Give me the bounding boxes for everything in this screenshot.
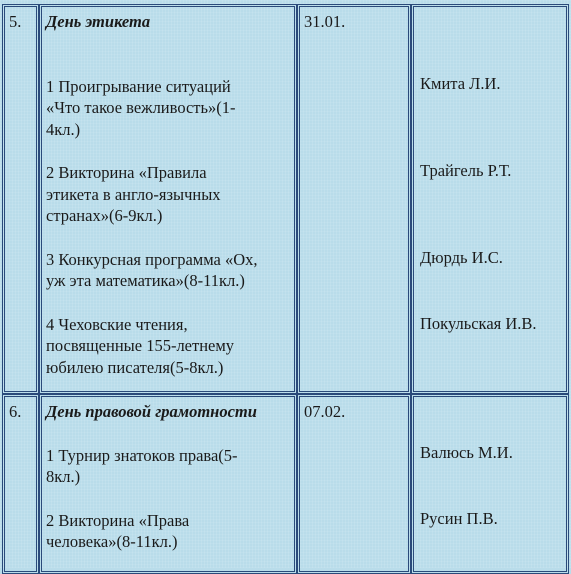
date-cell bbox=[297, 394, 411, 574]
responsible-person: Дюрдь И.С. bbox=[420, 248, 503, 267]
event-line: 2 Викторина «Правила bbox=[46, 163, 207, 182]
event-item bbox=[46, 76, 290, 141]
row-number-cell bbox=[2, 394, 39, 574]
row-number: 5. bbox=[9, 12, 22, 31]
event-line: «Что такое вежливость»(1- bbox=[46, 98, 236, 117]
event-item bbox=[46, 510, 290, 553]
event-line: 1 Проигрывание ситуаций bbox=[46, 76, 231, 96]
event-title: День правовой грамотности bbox=[46, 402, 257, 421]
responsible-person: Валюсь М.И. bbox=[420, 443, 513, 462]
event-date: 31.01. bbox=[304, 12, 346, 31]
event-item bbox=[46, 249, 290, 292]
date-cell bbox=[297, 4, 411, 394]
event-item bbox=[46, 445, 290, 488]
event-line: юбилею писателя(5-8кл.) bbox=[46, 357, 224, 377]
responsible-cell bbox=[411, 394, 569, 574]
event-title: День этикета bbox=[46, 12, 151, 31]
event-line: 8кл.) bbox=[46, 467, 81, 486]
responsible-person: Кмита Л.И. bbox=[420, 74, 501, 93]
event-line: 4 Чеховские чтения, bbox=[46, 314, 188, 334]
event-line: 1 Турнир знатоков права(5- bbox=[46, 445, 238, 465]
event-line: странах»(6-9кл.) bbox=[46, 206, 163, 225]
responsible-person: Русин П.В. bbox=[420, 509, 498, 528]
event-line: 4кл.) bbox=[46, 119, 81, 139]
event-line: 2 Викторина «Права bbox=[46, 510, 190, 530]
responsible-person: Трайгель Р.Т. bbox=[420, 161, 512, 180]
event-item bbox=[46, 162, 290, 227]
event-line: уж эта математика»(8-11кл.) bbox=[46, 271, 245, 290]
event-date: 07.02. bbox=[304, 402, 346, 421]
event-cell bbox=[39, 4, 297, 394]
row-number: 6. bbox=[9, 402, 22, 421]
responsible-cell bbox=[411, 4, 569, 394]
event-cell bbox=[39, 394, 297, 574]
event-item bbox=[46, 314, 290, 379]
event-line: посвященные 155-летнему bbox=[46, 336, 235, 355]
responsible-person: Покульская И.В. bbox=[420, 314, 537, 333]
event-line: этикета в англо-язычных bbox=[46, 184, 221, 204]
event-line: человека»(8-11кл.) bbox=[46, 532, 178, 551]
event-line: 3 Конкурсная программа «Ох, bbox=[46, 249, 258, 269]
row-number-cell bbox=[2, 4, 39, 394]
